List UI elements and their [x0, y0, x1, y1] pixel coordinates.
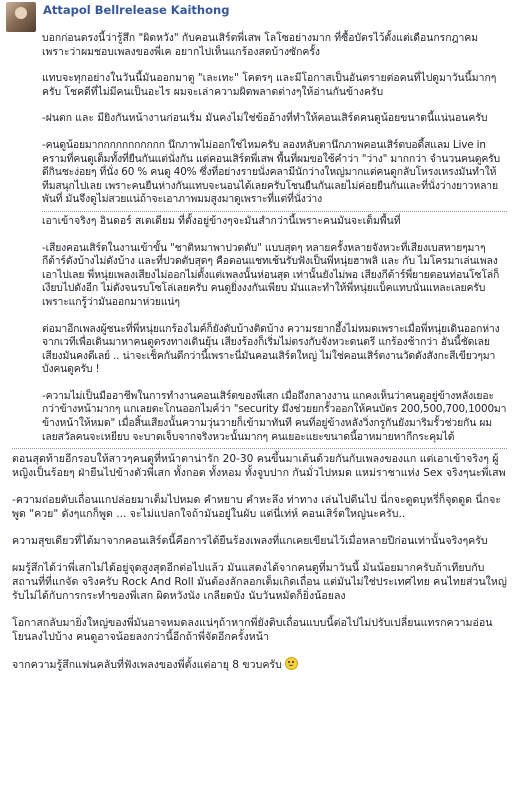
post-paragraph: -ความไม่เป็นมืออาชีพในการทำงานคอนเสิร์ตของพี่เสก เมื่อถึงกลางงาน แกคงเห็นว่าคนดูอยู่ข้างหลังเยอะกว่าข้างหน้ามากๆ แกเลยตะโกนออกไมค์ว่า "security มึงช่วยยกรั้วออกให้คนบัตร 200,500,700,1000มาข้างหน้าให้หมด" เมื่อสิ้นเสียงนั้นความวุ่นวายก็เข้ามาทันที คนที่อยู่ข้างหลังวิ่งกรูกันยังมาริมรั้วช่วยกัน ผมเลยสวัลคนจะเหยียบ จะบาดเจ็บจากจริงหวะนั้นมากๆ คนเยอะแยะขนาดนี้อาหมายหากีกระคุมได้ [42, 389, 507, 443]
post-header [6, 2, 507, 32]
post-closing [12, 657, 507, 672]
post-paragraph: -คนดูน้อยมากกกกกกกกกกก นึกภาพไม่ออกใช่ไหมครับ ลองหลับตานึกภาพคอนเสิร์ตบอดี้สแลม Live in ครามที่คนดูเต็มทั้งที่ยืนกันแต่นั่งกัน แต่คอนเสิร์ตพี่เสพ พื้นที่ผมขอใช้คำว่า "ว่าง" มากกว่า จำนวนคนดูครับ ดีกินชะง่อยๆ ที่นั่ง 60 % คนดู 40% ซึ่งที่อย่างรายนั่งคลามีนักว่างใหญ่มากแต่คนดูกลับโหรงเหรงมันทำให้ทีมสนุกไปเลย เพราะคนยืนห่างกันแทบจะนอนได้เลยครับโชนยืนกันเลยไม่ค่อยยืนกันและที่นั่งว่างยาวหลายพันที่ มันจึงดูไม่สวยแน่ถ้าจะเอาภาพมมสูงมาดูเพราะที่แต่ที่นั่งว่าง [42, 138, 504, 206]
post-paragraph: -ฝนตก และ มียิงกันหน้างานก่อนเริ่ม มันคงไม่ใช่ข้ออ้างที่ทำให้คอนเสิร์ตคนดูน้อยขนาดนี้แน่นอนครับ [42, 112, 488, 125]
post-paragraph: ความสุขเดียวที่ได้มาจากคอนเสิร์ตนี้คือการได้ยืนร้องเพลงที่แกเคยเขียนไว้เมื่อหลายปีก่อนเท่านั้นจริงๆครับ [12, 535, 488, 548]
closing-text: จากความรู้สึกแฟนคลับที่ฟังเพลงของพี่ตั้งแต่อายุ 8 ขวบครับ [12, 659, 282, 672]
post-paragraph: -เสียงคอนเสิร์ตในงานเข้าขั้น "ชาติหมาพาปวดตับ" แบบสุดๆ หลายครั้งหลายจังหวะที่เสียงเบสหายๆมาๆ กีต้าร์ดังบ้างไม่ดังบ้าง และที่ปวดตับสุดๆ คือตอนแชทเช้นรับฟังเป็นพี่หนุ่ยฮาพลิ และ กับ ไมโครมาเล่นเพลงเอาไปเลย พี่หนุ่ยเพลงเสียงไม่ออกไม่ตั้งแต่เพลงนั้นห่อนสุด เท่านั้นยังไม่พอ เสียงกีต้าร์พี่ยายตอนท่อนโซโล่ก็เงียบไปดังอีก ไม่ดังจนรบโซโล่เลยครับ คนดูยิ่งงงกันเพียบ มันและทำให้พี่หนุ่ยแบ็คแทบนั่นแหละเลยครับ เพราะแกรู้ว่ามันออกมาห่วยแน่ๆ [42, 241, 500, 308]
post-body-continued [12, 452, 507, 672]
author-name-link[interactable]: Attapol Bellrelease Kaithong [43, 3, 230, 17]
post-paragraph: -ความถ่อยดับเถื่อนแกปล่อยมาเต็มไปหมด คำหยาบ คำหะลึง ท่าทาง เล่นไปดีนไป นี่กจะดูดบุหรี่ก็จุดดูด นี่กจะพูด "ควย" ดังๆแกก็พูด ... จะไม่แปลกใจถ้ามันอยู่ในผับ แต่นี่เท่ห์ คอนเสิร์ตใหญ่นะครับ.. [12, 494, 501, 521]
post-paragraph: เอาเข้าจริงๆ อินดอร์ สเตเดียม ที่ตั้งอยู่ข้างๆจะมันสำกว่านี้เพราะคนมันจะเต็มพื้นที่ [42, 214, 401, 227]
smile-emoji-icon [285, 657, 298, 670]
author-avatar[interactable] [6, 2, 36, 32]
separator [12, 448, 507, 449]
post-paragraph: ต่อมาอีกเพลงผู้ชนะที่พี่หนุ่ยแกร้องไมค์ก็ยังดับบ้างติดบ้าง ความรยากอึ้งไม่หมดเพราะเมื่อพี่หนุ่ยเดินออกห่างจากเวทีเพื่อเดินมาหาคนดูตรงทางเดินยุ้น เสียงร้องก็เริ่มไม่ตรงกับจังหวะดนตรี แกร้องช้ากว่า อันนี้ชัดเลย เสียงมันคงดีเลย์ .. น่าจะเช็คกันดีกว่านี้เพราะนี่มันคอนเสิร์ตใหญ่ ไม่ใช่คอนเสิร์ตงานวัดดังสังกะสีเขียวๆมาบังคนดูครับ ! [42, 322, 500, 376]
post-body [12, 32, 507, 672]
post-paragraph: บอกก่อนตรงนี้ว่ารู้สึก "ผิดหวัง" กับคอนเสิร์ตพี่เสพ โลโซอย่างมาก ที่ซื้อบัตรไว้ตั้งแต่เดือนกรกฎาคม เพราะว่าผมชอบเพลงของพี่เค อยากไปเห็นแกร้องสดบ้างซักครั้ง [42, 32, 482, 58]
separator [42, 211, 507, 212]
post-paragraph: โอกาสกลับมายิ่งใหญ่ของพี่มันอาจหมดลงแน่ๆถ้าหากพี่ยังดิบเถื่อนแบบนี้ต่อไปไม่ปรับเปลี่ยนแทรกความอ่อนโยนลงไปบ้าง คนดูอาจน้อยลงกว่านี้อีกถ้าพี่จัดอีกครั้งหน้า [12, 617, 493, 644]
post-paragraph: แทบจะทุกอย่างในวันนี้มันออกมาดู "เละเทะ" โคตรๆ และมีโอกาสเป็นอันตรายต่อคนที่ไปดูมาวันนี้มากๆครับ โชคดีที่ไม่มีคนเป็นอะไร ผมจะเล่าความผิดพลาดต่างๆให้อ่านกันข้างครับ [42, 72, 497, 98]
post-paragraph: ตอนสุดท้ายอีกรอบให้สาวๆคนดูที่หน้าตาน่ารัก 20-30 คนขึ้นมาเต้นด้วยกันกับเพลงของแก แต่เอาเข้าจริงๆ ผู้หญิงเป็นร้อยๆ ฝ่ายืนไปข้างตัวพี่เสก ทั้งกอด ทั้งหอม ทั้งจูบปาก กันมั่วไปหมด แหม่ราชาแห่ง Sex จริงๆนะพี่เสพ [12, 453, 506, 480]
post-paragraph: ผมรู้สึกได้ว่าพี่เสกไม่ได้อยู่จุดสูงสุดอีกต่อไปแล้ว มันแสดงได้จากคนดูที่มาวันนี้ มันน้อยมากครับถ้าเทียบกับสถานที่ที่แกจัด จริงครับ Rock And Roll มันต้องลักลอกเต็มเกิดเถื่อน แต่มันไม่ใช่ประเทศไทย คนไทยส่วนใหญ่รับไม่ได้กับการกระทำของพี่เสก ผิดหวังนัง เกลียดบัง นับวันหมัดก็ยิ่งน้อยลง [12, 562, 507, 603]
